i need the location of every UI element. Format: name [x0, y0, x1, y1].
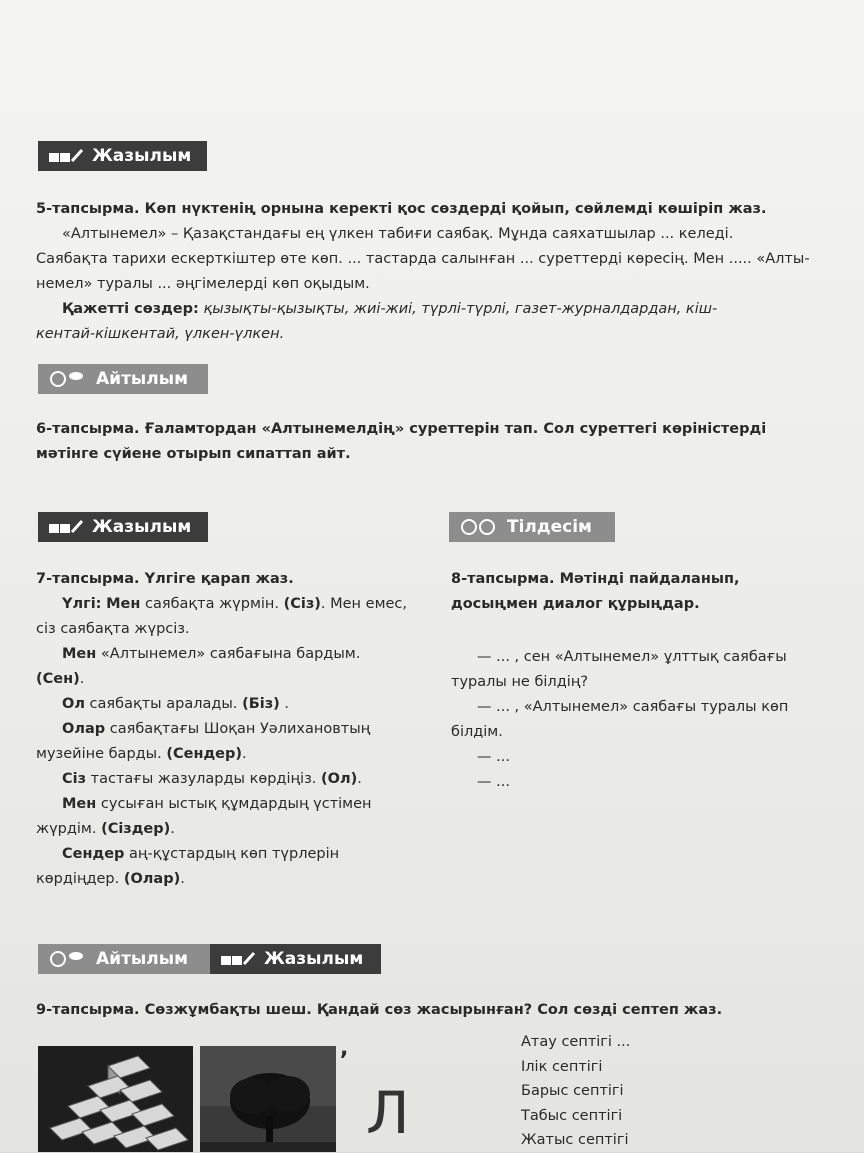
case-item: Табыс септігі: [521, 1107, 623, 1124]
dialogue-line: — ...: [477, 749, 510, 765]
text: «Алтынемел» саябағына бардым.: [96, 646, 361, 662]
segment-speaking: [38, 944, 210, 974]
puzzle-letter: Л: [366, 1079, 410, 1147]
exercise-7: [36, 567, 436, 892]
pronoun: (Сендер): [166, 746, 243, 762]
sample-label: Үлгі:: [62, 596, 102, 612]
section-banner-speaking-writing: [38, 944, 381, 974]
pronoun: (Ол): [321, 771, 358, 787]
pronoun: (Олар): [123, 871, 181, 887]
section-label: Тілдесім: [507, 517, 592, 537]
section-label: Жазылым: [92, 517, 192, 537]
bricks-picture: [38, 1046, 193, 1152]
segment-writing: [210, 944, 381, 974]
text: .: [357, 771, 362, 787]
section-banner-writing: [38, 141, 207, 171]
text: аң-құстардың көп түрлерін: [124, 846, 340, 862]
text: тастағы жазуларды көрдіңіз.: [86, 771, 322, 787]
dialogue-line: білдім.: [451, 724, 503, 740]
pronoun: Сендер: [62, 846, 125, 862]
text: .: [242, 746, 247, 762]
pronoun: Олар: [62, 721, 106, 737]
section-label: Айтылым: [96, 369, 189, 389]
exercise-title-cont: досыңмен диалог құрыңдар.: [451, 596, 700, 612]
pronoun: Сіз: [62, 771, 87, 787]
needed-words-cont: кентай-кішкентай, үлкен-үлкен.: [36, 326, 285, 342]
pronoun: Мен: [106, 596, 141, 612]
two-heads-icon: [459, 518, 499, 536]
speech-head-icon: [48, 950, 88, 968]
text: .: [180, 871, 185, 887]
section-banner-dialogue: [449, 512, 615, 542]
text-line: немел» туралы ... әңгімелерді көп оқыдым.: [36, 276, 370, 292]
pronoun: Мен: [62, 796, 97, 812]
exercise-8: [451, 567, 841, 795]
section-banner-speaking: [38, 364, 208, 394]
text-line: «Алтынемел» – Қазақстандағы ең үлкен табиғи саябақ. Мұнда саяхатшылар ... келеді.: [62, 226, 734, 242]
pronoun: (Біз): [242, 696, 280, 712]
text-line: Саябақта тарихи ескерткіштер өте көп. ... тастарда салынған ... суреттерді көресің. Мен ..... «Алты-: [36, 251, 810, 267]
dialogue-line: — ... , сен «Алтынемел» ұлттық саябағы: [477, 649, 787, 665]
puzzle-comma: ,: [340, 1036, 349, 1061]
text-line: сіз саябақта жүрсіз.: [36, 621, 190, 637]
case-item: Жатыс септігі: [521, 1132, 629, 1148]
exercise-title: 8-тапсырма. Мәтінді пайдаланып,: [451, 571, 740, 587]
section-label: Айтылым: [96, 949, 189, 969]
text: .: [170, 821, 175, 837]
dialogue-line: — ... , «Алтынемел» саябағы туралы көп: [477, 699, 789, 715]
pronoun: Мен: [62, 646, 97, 662]
exercise-title: 9-тапсырма. Сөзжұмбақты шеш. Қандай сөз жасырынған? Сол сөзді септеп жаз.: [36, 1002, 723, 1018]
pronoun: Ол: [62, 696, 85, 712]
text: . Мен емес,: [320, 596, 408, 612]
book-pen-icon: [48, 148, 84, 164]
exercise-title: 7-тапсырма. Үлгіге қарап жаз.: [36, 571, 294, 587]
case-item: Ілік септігі: [521, 1058, 603, 1075]
text: саябақтағы Шоқан Уәлихановтың: [105, 721, 371, 737]
case-item: Барыс септігі: [521, 1083, 624, 1099]
needed-words: қызықты-қызықты, жиі-жиі, түрлі-түрлі, газет-журналдардан, кіш-: [203, 301, 718, 317]
text: саябақта жүрмін.: [140, 596, 284, 612]
exercise-5: [36, 197, 836, 347]
section-label: Жазылым: [92, 146, 192, 166]
text: .: [79, 671, 85, 687]
speech-head-icon: [48, 370, 88, 388]
tree-picture: [200, 1046, 336, 1152]
book-pen-icon: [220, 951, 256, 967]
exercise-6: [36, 417, 836, 467]
pronoun: (Сен): [36, 671, 80, 687]
text: музейіне барды.: [36, 746, 167, 762]
needed-words-label: Қажетті сөздер:: [62, 301, 199, 317]
dialogue-line: — ...: [477, 774, 510, 790]
text: жүрдім.: [36, 821, 102, 837]
pronoun: (Сіз): [283, 596, 321, 612]
dialogue-line: туралы не білдің?: [451, 674, 589, 690]
text: сусыған ыстық құмдардың үстімен: [96, 796, 372, 812]
exercise-title: 6-тапсырма. Ғаламтордан «Алтынемелдің» суреттерін тап. Сол суреттегі көріністерді: [36, 421, 767, 437]
text: көрдіңдер.: [36, 871, 124, 887]
pronoun: (Сіздер): [101, 821, 171, 837]
case-list: [521, 1030, 630, 1153]
exercise-title-cont: мәтінге сүйене отырып сипаттап айт.: [36, 446, 351, 462]
exercise-title: 5-тапсырма. Көп нүктенің орнына керекті қос сөздерді қойып, сөйлемді көшіріп жаз.: [36, 201, 767, 217]
book-pen-icon: [48, 519, 84, 535]
case-item: Атау септігі ...: [521, 1034, 631, 1050]
section-banner-writing: [38, 512, 208, 542]
text: .: [279, 696, 289, 712]
section-label: Жазылым: [263, 949, 364, 969]
exercise-9-title: [36, 998, 836, 1023]
text: саябақты аралады.: [84, 696, 243, 712]
